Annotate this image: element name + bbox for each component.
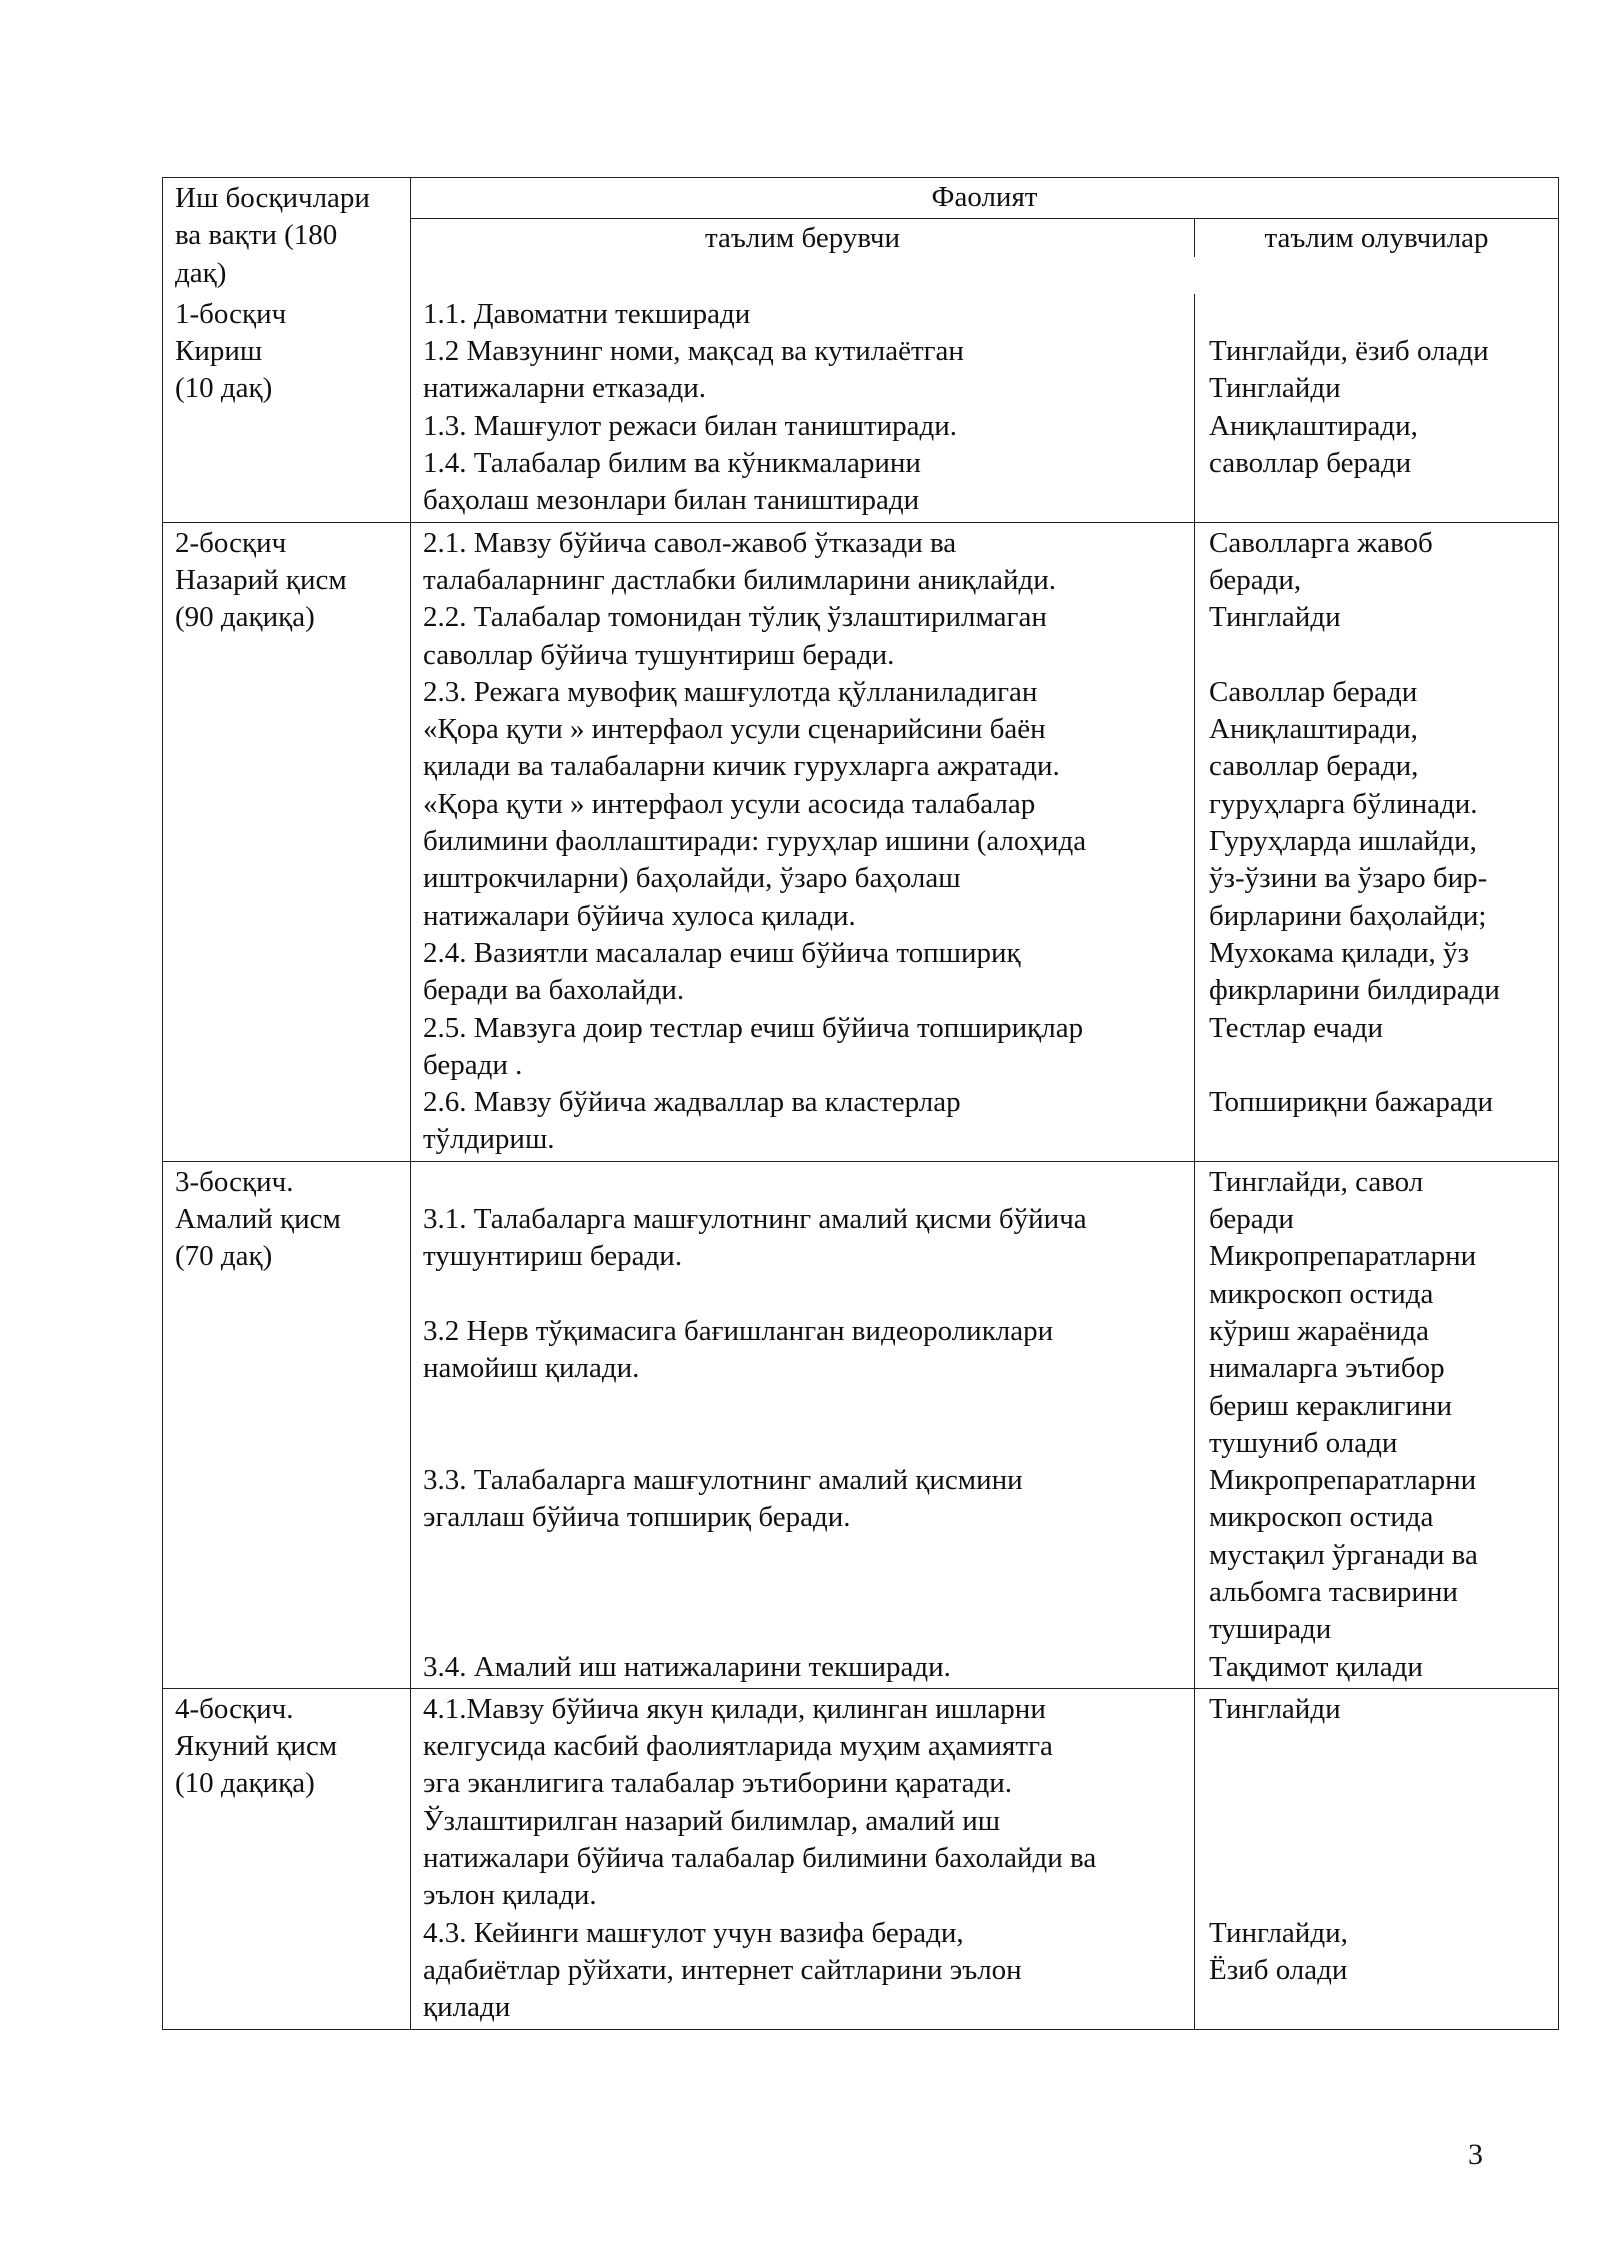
text-line: Тинглайди, ёзиб олади (1209, 335, 1489, 368)
text-line: микроскоп остида (1209, 1277, 1434, 1310)
text-line (1209, 482, 1544, 519)
text-line: эълон қилади. (423, 1879, 597, 1912)
text-line: тўлдириш. (423, 1123, 555, 1156)
text-line: 3.3. Талабаларга машғулотнинг амалий қисмини (423, 1464, 1023, 1497)
text-line: тушуниб олади (1209, 1426, 1398, 1459)
stage-row (163, 294, 1558, 522)
text-line: (70 дақ) (175, 1240, 273, 1273)
text-line: Тинглайди (1209, 372, 1341, 405)
text-line: Аниқлаштиради, (1209, 713, 1418, 746)
text-line: эгаллаш бўйича топшириқ беради. (423, 1501, 851, 1534)
activity-subheader (411, 219, 1558, 257)
text-line: 1.4. Талабалар билим ва кўникмаларини (423, 447, 921, 480)
stage-row (163, 522, 1558, 1161)
stage-row (163, 1161, 1558, 1688)
text-line (423, 1425, 1182, 1462)
text-line: нималарга эътибор (1209, 1352, 1445, 1385)
text-line (1209, 1877, 1544, 1914)
text-line: Микропрепаратларни (1209, 1464, 1477, 1497)
text-line: 4.3. Кейинги машғулот учун вазифа беради, (423, 1916, 964, 1949)
header-activity-cell (411, 178, 1558, 294)
text-line (1209, 1840, 1544, 1877)
text-line (1209, 1047, 1544, 1084)
text-line: (10 дақ) (175, 372, 273, 405)
text-line: намойиш қилади. (423, 1352, 640, 1385)
teacher-activity-cell (411, 523, 1195, 1161)
text-line: иштрокчиларни) баҳолайди, ўзаро баҳолаш (423, 862, 961, 895)
text-line: натижаларни етказади. (423, 372, 707, 405)
text-line: 1.3. Машғулот режаси билан таништиради. (423, 409, 958, 442)
teacher-heading: таълим берувчи (411, 219, 1195, 257)
stage-row (163, 1688, 1558, 2029)
text-line: Кириш (175, 335, 263, 368)
text-line: тушунтириш беради. (423, 1240, 683, 1273)
text-line (1209, 1803, 1544, 1840)
page-number: 3 (1468, 2138, 1483, 2171)
text-line: саволлар бўйича тушунтириш беради. (423, 638, 895, 671)
header-stage-line: дақ) (175, 256, 227, 289)
text-line (1209, 296, 1544, 333)
text-line: 4-босқич. (175, 1692, 294, 1725)
text-line: беради . (423, 1048, 523, 1081)
text-line: Якуний қисм (175, 1730, 338, 1763)
text-line: 2.6. Мавзу бўйича жадваллар ва кластерлар (423, 1086, 961, 1119)
text-line: Тинглайди (1209, 1692, 1341, 1725)
text-line: беради, (1209, 563, 1302, 596)
text-line: баҳолаш мезонлари билан таништиради (423, 484, 920, 517)
text-line (423, 1164, 1182, 1201)
text-line: Амалий қисм (175, 1203, 341, 1236)
text-line: эга эканлигига талабалар эътиборини қаратади. (423, 1767, 1013, 1800)
text-line: билимини фаоллаштиради: гуруҳлар ишини (алоҳида (423, 825, 1087, 858)
stage-cell (163, 294, 411, 522)
teacher-activity-cell (411, 1162, 1195, 1688)
text-line: (10 дақиқа) (175, 1767, 315, 1800)
text-line: саволлар беради (1209, 447, 1412, 480)
text-line: бериш кераклигини (1209, 1389, 1452, 1422)
text-line: гуруҳларга бўлинади. (1209, 787, 1478, 820)
text-line: Тинглайди, савол (1209, 1165, 1424, 1198)
text-line (423, 1574, 1182, 1611)
text-line: 2.5. Мавзуга доир тестлар ечиш бўйича топшириқлар (423, 1011, 1084, 1044)
text-line: беради ва бахолайди. (423, 974, 685, 1007)
stage-cell (163, 523, 411, 1161)
text-line: микроскоп остида (1209, 1501, 1434, 1534)
text-line: (90 дақиқа) (175, 601, 315, 634)
header-row (163, 178, 1558, 294)
text-line (1209, 1728, 1544, 1765)
text-line: 1.2 Мавзунинг номи, мақсад ва кутилаётган (423, 335, 964, 368)
students-activity-cell (1195, 523, 1558, 1161)
text-line: Саволлар беради (1209, 675, 1418, 708)
header-stage-line: ва вақти (180 (175, 219, 338, 252)
text-line (1209, 1765, 1544, 1802)
students-activity-cell (1195, 1162, 1558, 1688)
text-line (423, 1388, 1182, 1425)
text-line: талабаларнинг дастлабки билимларини аниқлайди. (423, 563, 1056, 596)
text-line: 2.3. Режага мувофиқ машғулотда қўлланиладиган (423, 675, 1038, 708)
text-line (1209, 637, 1544, 674)
text-line: альбомга тасвирини (1209, 1575, 1458, 1608)
text-line: Ўзлаштирилган назарий билимлар, амалий иш (423, 1804, 1001, 1837)
students-heading: таълим олувчилар (1264, 222, 1489, 254)
text-line: 3.4. Амалий иш натижаларини текширади. (423, 1650, 951, 1683)
stage-cell (163, 1162, 411, 1688)
text-line: қилади ва талабаларни кичик гурухларга ажратади. (423, 750, 1060, 783)
text-line (423, 1537, 1182, 1574)
text-line: 2-босқич (175, 526, 287, 559)
text-line: мустақил ўрганади ва (1209, 1538, 1478, 1571)
text-line: ўз-ўзини ва ўзаро бир- (1209, 862, 1488, 895)
text-line: Назарий қисм (175, 563, 347, 596)
stage-cell (163, 1689, 411, 2029)
text-line: бирларини баҳолайди; (1209, 899, 1487, 932)
text-line: келгусида касбий фаолиятларида муҳим аҳамиятга (423, 1730, 1053, 1763)
text-line: Тинглайди, (1209, 1916, 1348, 1949)
teacher-activity-cell (411, 294, 1195, 522)
text-line: 3.2 Нерв тўқимасига бағишланган видеороликлари (423, 1314, 1054, 1347)
text-line: Гуруҳларда ишлайди, (1209, 825, 1477, 858)
text-line (1209, 1989, 1544, 2026)
text-line: Тинглайди (1209, 601, 1341, 634)
text-line: Топшириқни бажаради (1209, 1086, 1493, 1119)
text-line: Аниқлаштиради, (1209, 409, 1418, 442)
text-line: адабиётлар рўйхати, интернет сайтларини эълон (423, 1953, 1022, 1986)
text-line: 3.1. Талабаларга машғулотнинг амалий қисми бўйича (423, 1203, 1087, 1236)
text-line: Тестлар ечади (1209, 1011, 1383, 1044)
text-line: натижалари бўйича талабалар билимини бахолайди ва (423, 1842, 1097, 1875)
text-line (1209, 1121, 1544, 1158)
text-line: кўриш жараёнида (1209, 1314, 1430, 1347)
text-line: 3-босқич. (175, 1165, 294, 1198)
text-line: 2.2. Талабалар томонидан тўлиқ ўзлаштирилмаган (423, 601, 1047, 634)
text-line: фикрларини билдиради (1209, 974, 1500, 1007)
activity-heading: Фаолият (411, 178, 1558, 219)
text-line: «Қора қути » интерфаол усули асосида талабалар (423, 787, 1036, 820)
header-stage-cell (163, 178, 411, 294)
text-line: Саволларга жавоб (1209, 526, 1433, 559)
text-line (423, 1611, 1182, 1648)
header-stage-line: Иш босқичлари (175, 182, 370, 214)
text-line: 1-босқич (175, 297, 287, 330)
text-line: 1.1. Давоматни текширади (423, 297, 751, 330)
text-line: 2.1. Мавзу бўйича савол-жавоб ўтказади ва (423, 526, 957, 559)
text-line: қилади (423, 1991, 511, 2024)
text-line: 2.4. Вазиятли масалалар ечиш бўйича топшириқ (423, 936, 1021, 969)
text-line: 4.1.Мавзу бўйича якун қилади, қилинган ишларни (423, 1692, 1046, 1725)
teacher-activity-cell (411, 1689, 1195, 2029)
text-line: Микропрепаратларни (1209, 1240, 1477, 1273)
text-line: «Қора қути » интерфаол усули сценарийсини баён (423, 713, 1046, 746)
lesson-plan-table (162, 177, 1559, 2030)
text-line: саволлар беради, (1209, 750, 1419, 783)
text-line: Ёзиб олади (1209, 1953, 1348, 1986)
students-activity-cell (1195, 1689, 1558, 2029)
text-line (423, 1276, 1182, 1313)
text-line: Мухокама қилади, ўз (1209, 936, 1469, 969)
text-line: Тақдимот қилади (1209, 1650, 1423, 1683)
text-line: туширади (1209, 1613, 1332, 1646)
text-line: натижалари бўйича хулоса қилади. (423, 899, 856, 932)
students-activity-cell (1195, 294, 1558, 522)
text-line: беради (1209, 1203, 1294, 1236)
